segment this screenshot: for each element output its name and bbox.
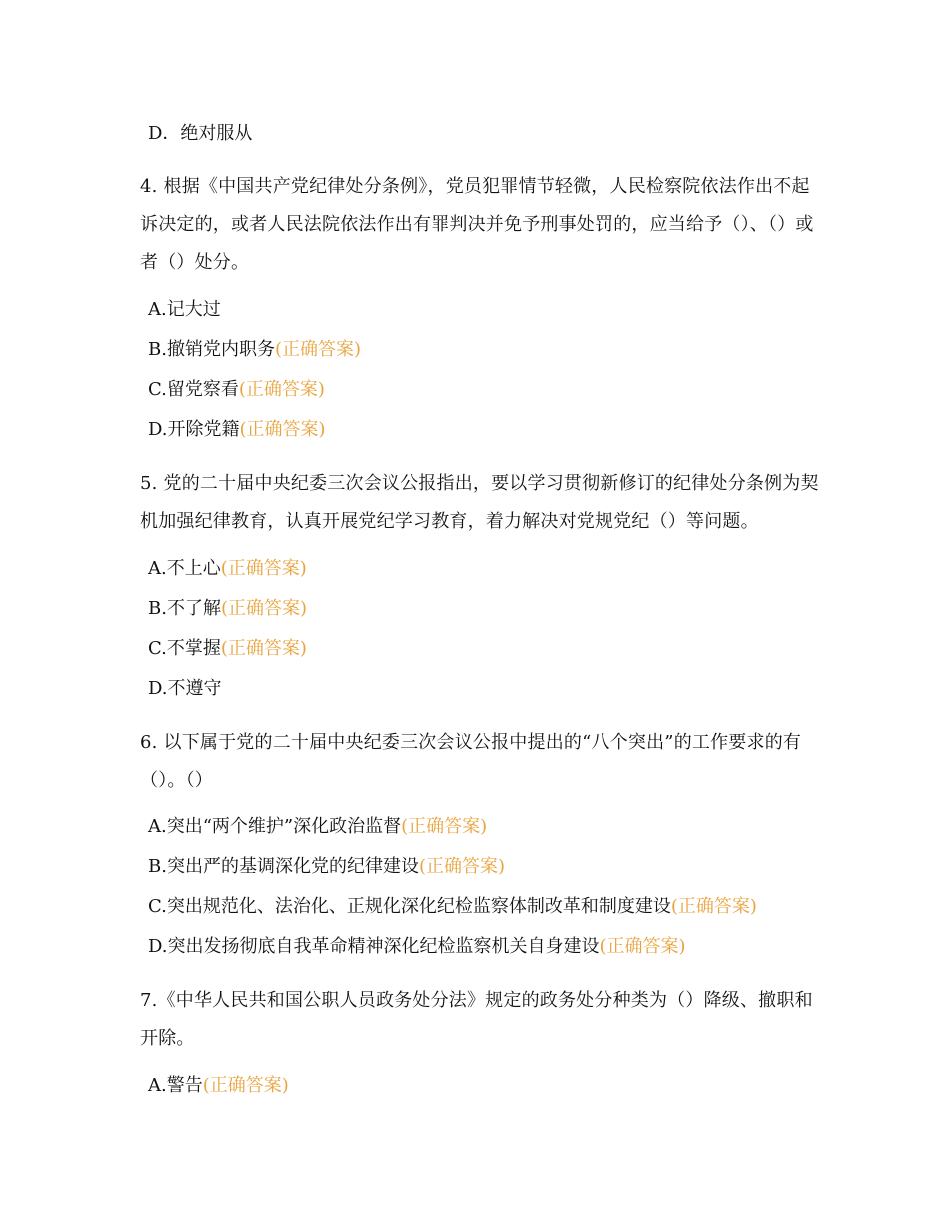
correct-answer-tag: (正确答案): [238, 379, 325, 400]
correct-answer-tag: (正确答案): [220, 638, 307, 659]
question-6-stem: 6. 以下属于党的二十届中央纪委三次会议公报中提出的“八个突出”的工作要求的有（）。（）: [140, 732, 802, 791]
option-text: A.警告: [148, 1075, 203, 1096]
correct-answer-tag: (正确答案): [239, 419, 326, 440]
option-text: B.突出严的基调深化党的纪律建设: [148, 856, 419, 877]
question-6-option-a: [148, 814, 487, 840]
correct-answer-tag: (正确答案): [599, 936, 686, 957]
option-text: D.突出发扬彻底自我革命精神深化纪检监察机关自身建设: [148, 936, 600, 957]
question-5-option-c: [148, 636, 307, 662]
option-text: D．绝对服从: [148, 123, 253, 144]
option-text: C.突出规范化、法治化、正规化深化纪检监察体制改革和制度建设: [148, 896, 671, 917]
question-5-option-d: [148, 676, 222, 702]
correct-answer-tag: (正确答案): [418, 856, 505, 877]
option-text: B.不了解: [148, 598, 221, 619]
correct-answer-tag: (正确答案): [401, 816, 488, 837]
question-5-option-b: [148, 596, 307, 622]
correct-answer-tag: (正确答案): [274, 339, 361, 360]
question-6-option-b: [148, 854, 505, 880]
correct-answer-tag: (正确答案): [670, 896, 757, 917]
correct-answer-tag: (正确答案): [220, 598, 307, 619]
correct-answer-tag: (正确答案): [220, 558, 307, 579]
question-4-option-b: [148, 337, 361, 363]
option-text: D.不遵守: [148, 678, 222, 699]
question-7-option-a: [148, 1073, 289, 1099]
question-4-option-a: [148, 297, 221, 323]
question-6-option-d: [148, 934, 686, 960]
question-4-option-c: [148, 377, 325, 403]
correct-answer-tag: (正确答案): [202, 1075, 289, 1096]
option-text: D.开除党籍: [148, 419, 240, 440]
question-4-option-d: [148, 417, 326, 443]
lead-option: [148, 121, 252, 147]
question-5-option-a: [148, 556, 307, 582]
question-7-stem: 7.《中华人民共和国公职人员政务处分法》规定的政务处分种类为（）降级、撤职和开除。: [140, 990, 813, 1049]
question-6-option-c: [148, 894, 757, 920]
question-5-stem: 5. 党的二十届中央纪委三次会议公报指出，要以学习贯彻新修订的纪律处分条例为契机加强纪律教育，认真开展党纪学习教育，着力解决对党规党纪（）等问题。: [140, 473, 819, 532]
option-text: A.突出“两个维护”深化政治监督: [148, 816, 402, 837]
question-4-stem: 4. 根据《中国共产党纪律处分条例》，党员犯罪情节轻微，人民检察院依法作出不起诉决定的，或者人民法院依法作出有罪判决并免予刑事处罚的，应当给予（）、（）或者（）处分。: [140, 176, 814, 273]
option-text: A.记大过: [148, 299, 221, 320]
option-text: A.不上心: [148, 558, 221, 579]
option-text: B.撤销党内职务: [148, 339, 275, 360]
option-text: C.不掌握: [148, 638, 221, 659]
option-text: C.留党察看: [148, 379, 239, 400]
